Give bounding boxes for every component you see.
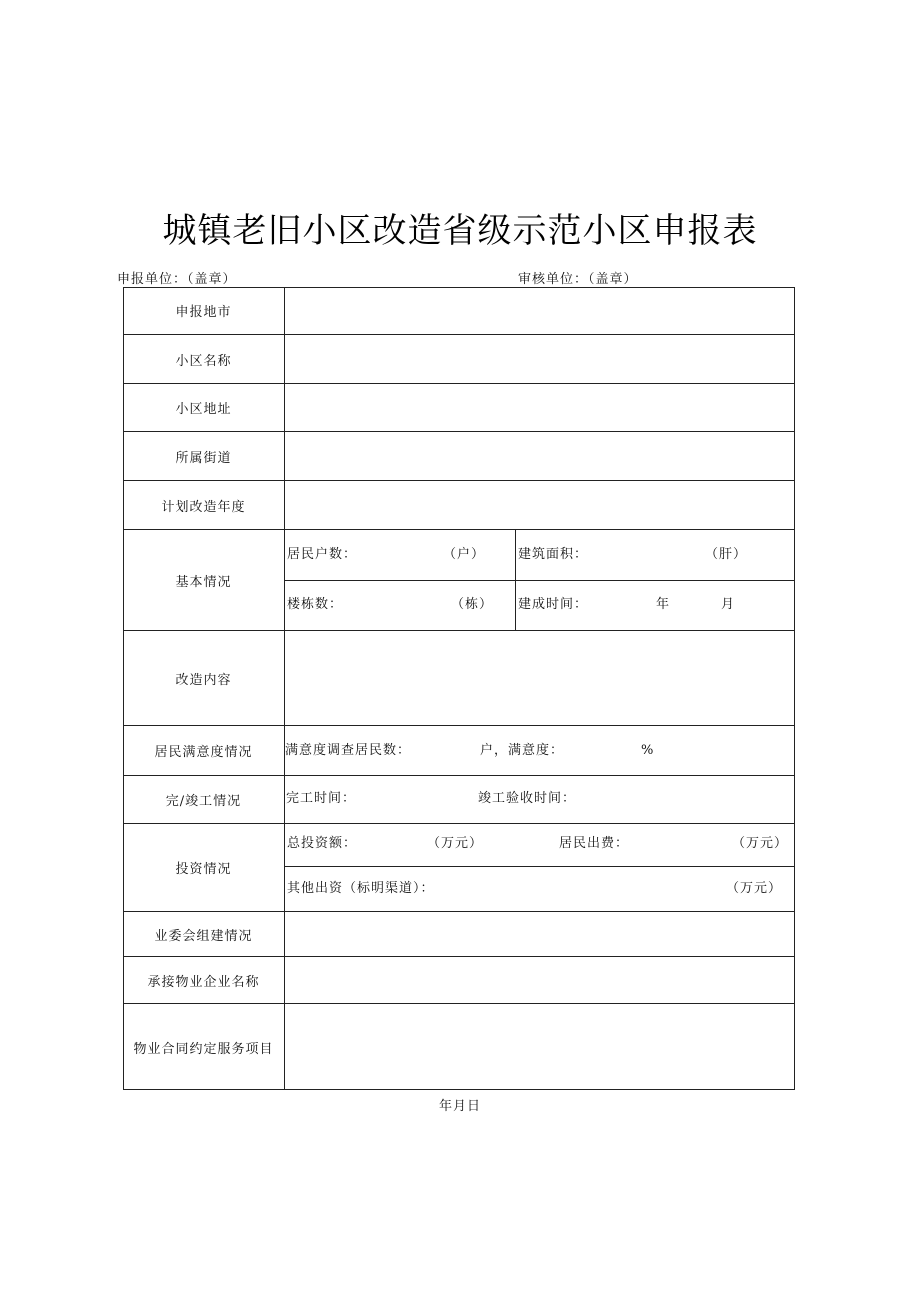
community-address-field[interactable] <box>285 384 795 431</box>
label-renovation-content: 改造内容 <box>175 672 232 688</box>
households-unit: （户） <box>443 547 486 562</box>
other-funding-unit: （万元） <box>726 881 783 896</box>
built-month-unit: 月 <box>721 597 736 612</box>
label-satisfaction: 居民满意度情况 <box>154 745 253 760</box>
finish-time-label: 完工时间： <box>286 791 357 806</box>
label-plan-year: 计划改造年度 <box>161 499 246 515</box>
row-divider <box>284 580 795 581</box>
survey-count-label: 满意度调查居民数： <box>285 743 412 758</box>
column-divider <box>515 529 516 630</box>
percent-sign: % <box>641 743 655 758</box>
label-street: 所属街道 <box>175 450 232 466</box>
other-funding-label: 其他出资（标明渠道）： <box>287 881 435 896</box>
total-investment-unit: （万元） <box>427 836 484 851</box>
renovation-content-field[interactable] <box>285 631 795 725</box>
households-label: 居民户数： <box>287 547 358 562</box>
form-title: 城镇老旧小区改造省级示范小区申报表 <box>162 211 758 251</box>
satisfaction-rate-label: 户，满意度： <box>480 743 565 758</box>
acceptance-time-label: 竣工验收时间： <box>478 791 577 806</box>
row-divider <box>284 866 795 867</box>
total-investment-label: 总投资额： <box>287 836 358 851</box>
buildings-label: 楼栋数： <box>287 597 344 612</box>
label-completion: 完/竣工情况 <box>165 794 242 809</box>
resident-contribution-label: 居民出费： <box>559 836 630 851</box>
label-committee: 业委会组建情况 <box>154 928 253 944</box>
label-community-name: 小区名称 <box>175 353 232 369</box>
label-property-contract: 物业合同约定服务项目 <box>133 1041 274 1057</box>
label-city: 申报地市 <box>175 305 232 320</box>
label-investment: 投资情况 <box>175 862 232 877</box>
property-contract-field[interactable] <box>285 1004 795 1090</box>
street-field[interactable] <box>285 432 795 480</box>
buildings-unit: （栋） <box>451 597 494 612</box>
property-company-field[interactable] <box>285 957 795 1003</box>
community-name-field[interactable] <box>285 335 795 383</box>
applicant-unit-label: 申报单位：（盖章） <box>117 272 237 287</box>
resident-contribution-unit: （万元） <box>732 836 789 851</box>
plan-year-field[interactable] <box>285 481 795 529</box>
label-property-company: 承接物业企业名称 <box>147 974 260 990</box>
label-community-address: 小区地址 <box>175 402 232 417</box>
building-area-label: 建筑面积： <box>518 547 589 562</box>
committee-field[interactable] <box>285 912 795 956</box>
footer-date: 年月日 <box>438 1099 481 1114</box>
building-area-unit: （肝） <box>705 547 748 562</box>
label-basic-info: 基本情况 <box>175 574 232 590</box>
city-field[interactable] <box>285 288 795 334</box>
built-time-label: 建成时间： <box>518 597 589 612</box>
built-year-unit: 年 <box>656 597 671 612</box>
reviewer-unit-label: 审核单位：（盖章） <box>518 272 638 287</box>
